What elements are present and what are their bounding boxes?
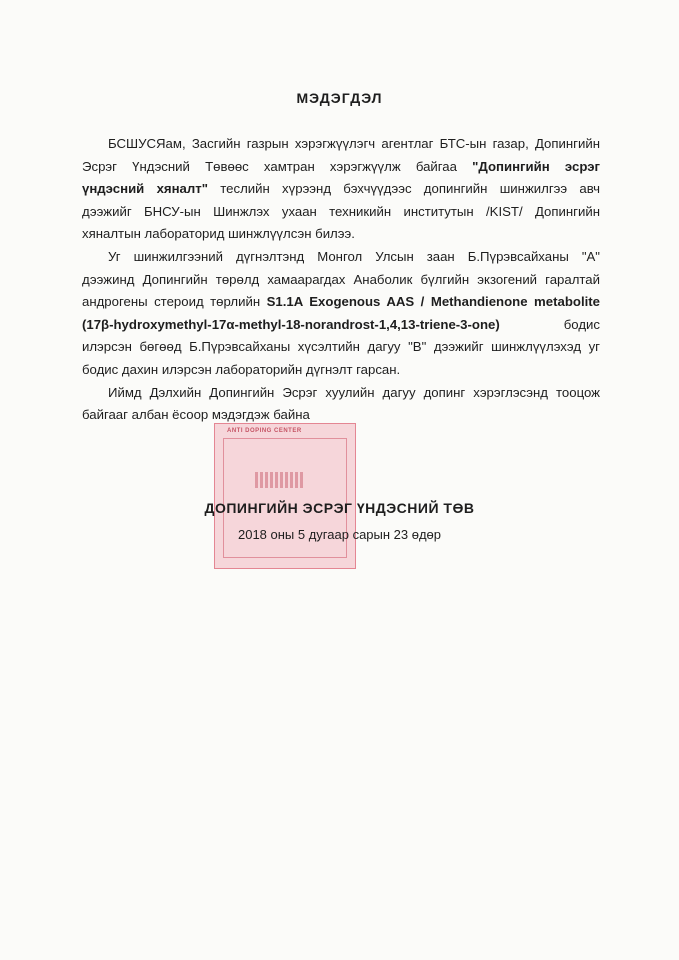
paragraph-3-line-2: байгааг албан ёсоор мэдэгдэж байна	[82, 407, 310, 423]
paragraph-1-line-2-text: Эсрэг Үндэсний Төвөөс хамтран хэрэгжүүлж байгаа	[82, 158, 473, 174]
paragraph-1-line-1: БСШУСЯам, Засгийн газрын хэрэгжүүлэгч агентлаг БТС-ын газар, Допингийн	[108, 136, 600, 151]
signature-organization: ДОПИНГИЙН ЭСРЭГ ҮНДЭСНИЙ ТӨВ	[204, 500, 475, 516]
paragraph-1	[82, 133, 600, 246]
paragraph-2	[82, 246, 600, 382]
paragraph-1-line-5: хяналтын лабораторид шинжлүүлсэн билээ.	[82, 226, 355, 242]
paragraph-2-line-6: бодис дахин илэрсэн лабораторийн дүгнэлт гарсан.	[82, 361, 401, 377]
paragraph-2-line-5: илэрсэн бөгөөд Б.Пүрэвсайханы хүсэлтийн дагуу "В" дээжийг шинжлүүлэхэд уг	[82, 339, 600, 355]
program-name-part-1: "Допингийн эсрэг	[472, 158, 600, 174]
paragraph-2-line-1: Уг шинжилгээний дүгнэлтэнд Монгол Улсын заан Б.Пүрэвсайханы "А"	[108, 248, 600, 264]
paragraph-2-line-4	[82, 314, 600, 337]
document-date: 2018 оны 5 дугаар сарын 23 өдөр	[237, 527, 442, 542]
program-name-part-2: үндэсний хяналт"	[82, 181, 208, 197]
document-title: МЭДЭГДЭЛ	[296, 90, 383, 106]
stamp-label: ANTI DOPING CENTER	[227, 428, 302, 434]
paragraph-3	[82, 382, 600, 427]
paragraph-1-line-3-text: теслийн хүрээнд бэхчүүдээс допингийн шинжилгээ авч	[207, 181, 600, 197]
paragraph-1-line-3	[82, 178, 600, 201]
official-stamp	[214, 423, 356, 569]
paragraph-2-line-2: дээжинд Допингийн төрөлд хамаарагдах Анаболик бүлгийн экзогений гаралтай	[82, 271, 600, 287]
substance-formula: (17β-hydroxymethyl-17α-methyl-18-norandrost-1,4,13-triene-3-one)	[82, 316, 500, 332]
stamp-text-lines	[255, 472, 305, 488]
paragraph-1-line-4: дээжийг БНСУ-ын Шинжлэх ухаан техникийн институтын /KIST/ Допингийн	[82, 203, 600, 219]
paragraph-2-line-3-text: андрогены стероид төрлийн	[82, 294, 267, 310]
paragraph-3-line-1: Иймд Дэлхийн Допингийн Эсрэг хуулийн дагуу допинг хэрэглэсэнд тооцож	[108, 384, 600, 400]
document-body	[82, 133, 600, 427]
paragraph-2-line-4-text: бодис	[563, 316, 600, 332]
substance-name: S1.1A Exogenous AAS / Methandienone metabolite	[266, 294, 600, 310]
paragraph-1-line-2	[82, 156, 600, 179]
paragraph-2-line-3	[82, 291, 600, 314]
